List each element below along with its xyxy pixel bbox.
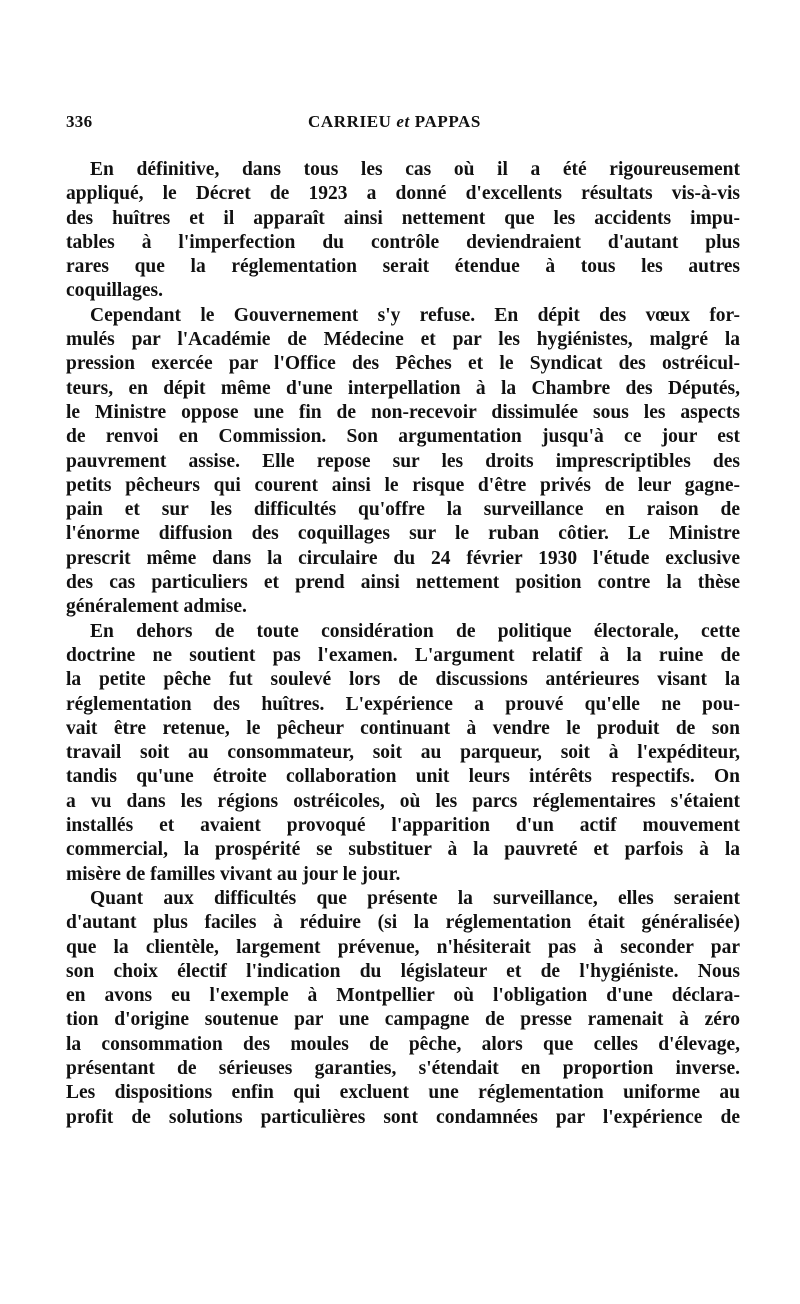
text-line: présentant de sérieuses garanties, s'étendait en proportion inverse. [66, 1057, 740, 1079]
text-line: la consommation des moules de pêche, alors que celles d'élevage, [66, 1033, 740, 1055]
text-line: le Ministre oppose une fin de non-recevoir dissimulée sous les aspects [66, 401, 740, 423]
text-line: l'énorme diffusion des coquillages sur le ruban côtier. Le Ministre [66, 523, 740, 545]
text-line: des huîtres et il apparaît ainsi nettement que les accidents impu- [66, 207, 740, 229]
page-number: 336 [66, 112, 93, 131]
text-line: prescrit même dans la circulaire du 24 février 1930 l'étude exclusive [66, 547, 740, 569]
text-line: commercial, la prospérité se substituer à la pauvreté et parfois à la [66, 839, 740, 861]
author-conjunction: et [396, 112, 410, 131]
text-line: tandis qu'une étroite collaboration unit leurs intérêts respectifs. On [66, 766, 740, 788]
text-line: vait être retenue, le pêcheur continuant à vendre le produit de son [66, 717, 740, 739]
text-line: Les dispositions enfin qui excluent une réglementation uniforme au [66, 1082, 740, 1104]
text-line: généralement admise. [66, 596, 247, 618]
running-header [66, 112, 740, 142]
text-line: tables à l'imperfection du contrôle deviendraient d'autant plus [66, 231, 740, 253]
text-line: réglementation des huîtres. L'expérience a prouvé qu'elle ne pou- [66, 693, 740, 715]
text-line: que la clientèle, largement prévenue, n'hésiterait pas à seconder par [66, 936, 740, 958]
text-line: En dehors de toute considération de politique électorale, cette [90, 620, 740, 642]
text-line: pauvrement assise. Elle repose sur les droits imprescriptibles des [66, 450, 740, 472]
text-line: coquillages. [66, 280, 163, 302]
text-line: rares que la réglementation serait étendue à tous les autres [66, 256, 740, 278]
text-line: Quant aux difficultés que présente la surveillance, elles seraient [90, 887, 740, 909]
text-line: mulés par l'Académie de Médecine et par les hygiénistes, malgré la [66, 329, 740, 351]
text-line: en avons eu l'exemple à Montpellier où l'obligation d'une déclara- [66, 985, 740, 1007]
text-line: teurs, en dépit même d'une interpellation à la Chambre des Députés, [66, 377, 740, 399]
text-line: a vu dans les régions ostréicoles, où les parcs réglementaires s'étaient [66, 790, 740, 812]
text-line: misère de familles vivant au jour le jour. [66, 863, 401, 885]
text-line: travail soit au consommateur, soit au parqueur, soit à l'expéditeur, [66, 742, 740, 764]
text-line: doctrine ne soutient pas l'examen. L'argument relatif à la ruine de [66, 644, 740, 666]
text-line: appliqué, le Décret de 1923 a donné d'excellents résultats vis-à-vis [66, 183, 740, 205]
text-line: d'autant plus faciles à réduire (si la réglementation était généralisée) [66, 912, 740, 934]
text-line: la petite pêche fut soulevé lors de discussions antérieures visant la [66, 669, 740, 691]
text-line: installés et avaient provoqué l'apparition d'un actif mouvement [66, 815, 740, 837]
text-line: Cependant le Gouvernement s'y refuse. En dépit des vœux for- [90, 304, 740, 326]
body-text [66, 158, 740, 1130]
running-title [308, 112, 481, 132]
author-pappas: PAPPAS [414, 112, 481, 131]
text-line: de renvoi en Commission. Son argumentation jusqu'à ce jour est [66, 426, 740, 448]
text-line: tion d'origine soutenue par une campagne de presse ramenait à zéro [66, 1009, 740, 1031]
author-carrieu: CARRIEU [308, 112, 392, 131]
text-line: pain et sur les difficultés qu'offre la surveillance en raison de [66, 499, 740, 521]
text-line: des cas particuliers et prend ainsi nettement position contre la thèse [66, 572, 740, 594]
text-line: pression exercée par l'Office des Pêches et le Syndicat des ostréicul- [66, 353, 740, 375]
text-line: En définitive, dans tous les cas où il a été rigoureusement [90, 159, 740, 180]
text-line: son choix électif l'indication du législateur et de l'hygiéniste. Nous [66, 960, 740, 982]
text-line: petits pêcheurs qui courent ainsi le risque d'être privés de leur gagne- [66, 474, 740, 496]
text-line: profit de solutions particulières sont condamnées par l'expérience de [66, 1106, 740, 1128]
